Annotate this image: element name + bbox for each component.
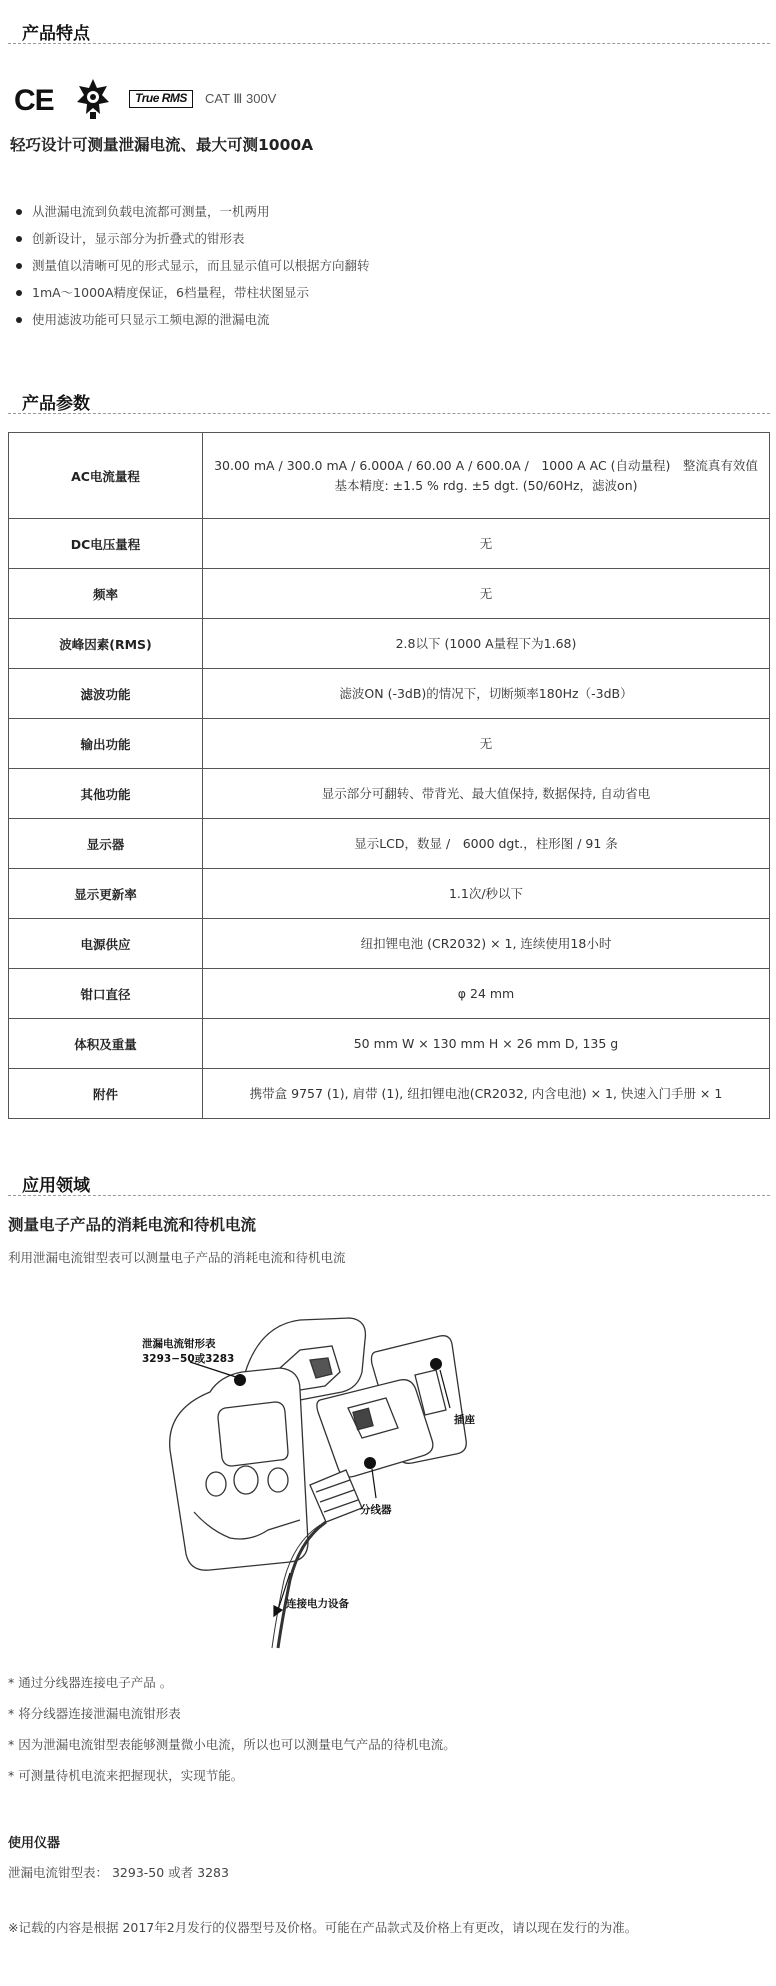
table-row <box>9 969 770 1019</box>
table-row <box>9 919 770 969</box>
measurement-category: CAT Ⅲ 300V <box>205 91 277 106</box>
spec-value: φ 24 mm <box>203 969 770 1019</box>
table-row <box>9 1069 770 1119</box>
feature-list <box>14 202 370 337</box>
spec-value <box>203 433 770 519</box>
spec-label: 输出功能 <box>9 719 203 769</box>
application-section-title: 应用领域 <box>22 1176 90 1196</box>
instruments-text: 泄漏电流钳型表： 3293-50 或者 3283 <box>8 1865 229 1880</box>
socket-callout-label: 插座 <box>454 1414 475 1426</box>
feature-item: 使用滤波功能可只显示工频电源的泄漏电流 <box>14 310 370 337</box>
application-description: 利用泄漏电流钳型表可以测量电子产品的消耗电流和待机电流 <box>8 1250 346 1265</box>
spec-value: 2.8以下 (1000 A量程下为1.68) <box>203 619 770 669</box>
spec-label: 波峰因素(RMS) <box>9 619 203 669</box>
application-subtitle: 测量电子产品的消耗电流和待机电流 <box>8 1216 257 1234</box>
note-item: * 将分线器连接泄漏电流钳形表 <box>8 1706 181 1721</box>
ce-mark-icon: CE <box>14 84 54 117</box>
spec-label: 显示器 <box>9 819 203 869</box>
application-section-header <box>8 1168 770 1196</box>
application-notes <box>8 1674 456 1798</box>
spec-value: 无 <box>203 519 770 569</box>
features-section-title: 产品特点 <box>22 24 90 44</box>
spec-value: 显示LCD，数显 / 6000 dgt.，柱形图 / 91 条 <box>203 819 770 869</box>
table-row <box>9 669 770 719</box>
spec-label: 体积及重量 <box>9 1019 203 1069</box>
spec-label: 附件 <box>9 1069 203 1119</box>
splitter-callout-label: 分线器 <box>360 1504 392 1516</box>
meter-label-line: 泄漏电流钳形表 <box>142 1338 216 1350</box>
spec-value: 50 mm W × 130 mm H × 26 mm D, 135 g <box>203 1019 770 1069</box>
spec-value-line: 30.00 mA / 300.0 mA / 6.000A / 60.00 A / 600.0A / 1000 A AC (自动量程) 整流真有效值 <box>214 457 758 473</box>
note-item: * 通过分线器连接电子产品 。 <box>8 1675 173 1690</box>
params-section-title: 产品参数 <box>22 394 90 414</box>
table-row <box>9 719 770 769</box>
spec-label: AC电流量程 <box>9 433 203 519</box>
spec-value: 无 <box>203 719 770 769</box>
table-row <box>9 619 770 669</box>
table-row <box>9 819 770 869</box>
true-rms-badge: True RMS <box>129 90 193 108</box>
spec-label: 显示更新率 <box>9 869 203 919</box>
feature-item: 测量值以清晰可见的形式显示，而且显示值可以根据方向翻转 <box>14 256 370 283</box>
meter-label-line: 3293−50或3283 <box>142 1353 235 1365</box>
note-item: * 因为泄漏电流钳型表能够测量微小电流，所以也可以测量电气产品的待机电流。 <box>8 1737 456 1752</box>
application-diagram <box>142 1280 610 1650</box>
spec-value-line: 基本精度: ±1.5 % rdg. ±5 dgt. (50/60Hz，滤波on) <box>334 477 638 493</box>
spec-label: 钳口直径 <box>9 969 203 1019</box>
spec-value: 滤波ON (-3dB)的情况下，切断频率180Hz（-3dB） <box>203 669 770 719</box>
spec-label: DC电压量程 <box>9 519 203 569</box>
spec-value: 携带盒 9757 (1), 肩带 (1), 纽扣锂电池(CR2032, 内含电池) × 1, 快速入门手册 × 1 <box>203 1069 770 1119</box>
features-section-header <box>8 16 770 44</box>
spec-value: 纽扣锂电池 (CR2032) × 1, 连续使用18小时 <box>203 919 770 969</box>
params-section-header <box>8 386 770 414</box>
feature-item: 1mA～1000A精度保证，6档量程，带柱状图显示 <box>14 283 370 310</box>
spec-table <box>8 432 770 1119</box>
spec-label: 其他功能 <box>9 769 203 819</box>
device-callout-label: 连接电力设备 <box>286 1598 349 1610</box>
table-row <box>9 519 770 569</box>
table-row <box>9 769 770 819</box>
spec-label: 滤波功能 <box>9 669 203 719</box>
feature-item: 从泄漏电流到负载电流都可测量，一机两用 <box>14 202 370 229</box>
spec-label: 电源供应 <box>9 919 203 969</box>
spec-label: 频率 <box>9 569 203 619</box>
table-row <box>9 869 770 919</box>
table-row <box>9 569 770 619</box>
spec-value: 无 <box>203 569 770 619</box>
feature-item: 创新设计，显示部分为折叠式的钳形表 <box>14 229 370 256</box>
table-row <box>9 1019 770 1069</box>
footnote: ※记载的内容是根据 2017年2月发行的仪器型号及价格。可能在产品款式及价格上有更改，请以现在发行的为准。 <box>8 1920 638 1935</box>
meter-callout-label <box>142 1336 234 1366</box>
safety-certification-icon <box>76 78 110 120</box>
certification-marks <box>14 78 414 122</box>
spec-value: 显示部分可翻转、带背光、最大值保持, 数据保持, 自动省电 <box>203 769 770 819</box>
instruments-title: 使用仪器 <box>8 1836 61 1851</box>
spec-value: 1.1次/秒以下 <box>203 869 770 919</box>
product-headline: 轻巧设计可测量泄漏电流、最大可测1000A <box>10 136 314 154</box>
table-row <box>9 433 770 519</box>
note-item: * 可测量待机电流来把握现状，实现节能。 <box>8 1768 244 1783</box>
